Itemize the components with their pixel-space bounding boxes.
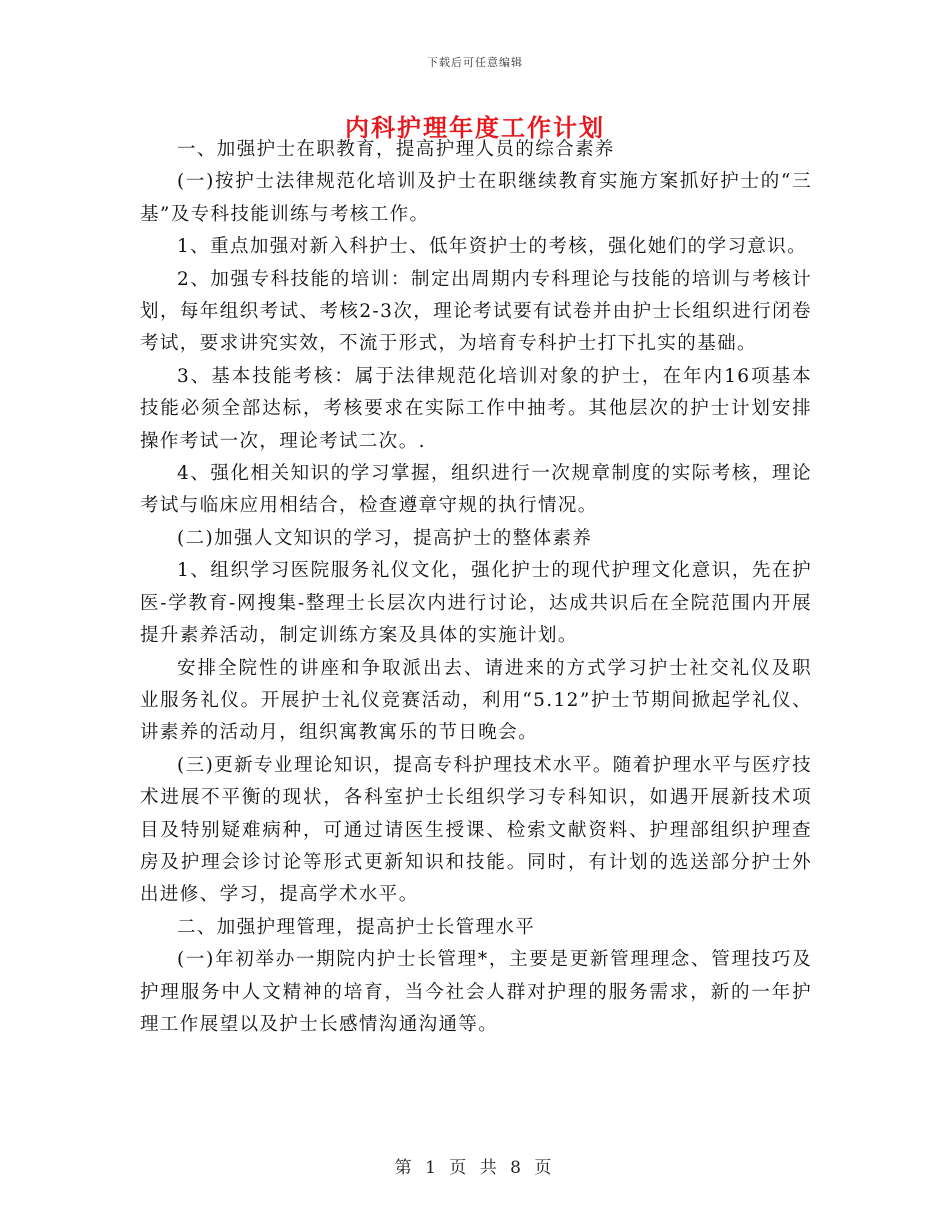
paragraph: (一)按护士法律规范化培训及护士在职继续教育实施方案抓好护士的“三基”及专科技能训练与考核工作。 — [140, 171, 812, 225]
paragraph: 安排全院性的讲座和争取派出去、请进来的方式学习护士社交礼仪及职业服务礼仪。开展护士礼仪竞赛活动，利用“5.12”护士节期间掀起学礼仪、讲素养的活动月，组织寓教寓乐的节日晚会。 — [140, 657, 812, 744]
paragraph: 4、强化相关知识的学习掌握，组织进行一次规章制度的实际考核，理论考试与临床应用相结合，检查遵章守规的执行情况。 — [140, 463, 812, 517]
section-heading: 一、加强护士在职教育，提高护理人员的综合素养 — [177, 139, 615, 160]
paragraph: (一)年初举办一期院内护士长管理*，主要是更新管理理念、管理技巧及护理服务中人文精神的培育，当今社会人群对护理的服务需求，新的一年护理工作展望以及护士长感情沟通沟通等。 — [140, 949, 812, 1035]
section-heading: 二、加强护理管理，提高护士长管理水平 — [177, 916, 536, 938]
document-body — [140, 134, 812, 1041]
paragraph: (三)更新专业理论知识，提高专科护理技术水平。随着护理水平与医疗技术进展不平衡的现状，各科室护士长组织学习专科知识，如遇开展新技术项目及特别疑难病种，可通过请医生授课、检索文献资料、护理部组织护理查房及护理会诊讨论等形式更新知识和技能。同时，有计划的选送部分护士外出进修、学习，提高学术水平。 — [140, 754, 812, 906]
page-number: 第 1 页 共 8 页 — [394, 1158, 556, 1178]
paragraph: 2、加强专科技能的培训：制定出周期内专科理论与技能的培训与考核计划，每年组织考试、考核2-3次，理论考试要有试卷并由护士长组织进行闭卷考试，要求讲究实效，不流于形式，为培育专科护士打下扎实的基础。 — [140, 268, 812, 355]
paragraph: 3、基本技能考核：属于法律规范化培训对象的护士，在年内16项基本技能必须全部达标，考核要求在实际工作中抽考。其他层次的护士计划安排操作考试一次，理论考试二次。. — [140, 365, 812, 452]
page-header-note: 下载后可任意编辑 — [427, 56, 523, 69]
paragraph: 1、组织学习医院服务礼仪文化，强化护士的现代护理文化意识，先在护医-学教育-网搜集-整理士长层次内进行讨论，达成共识后在全院范围内开展提升素养活动，制定训练方案及具体的实施计划。 — [140, 560, 812, 647]
subsection-heading: (二)加强人文知识的学习，提高护士的整体素养 — [177, 527, 593, 549]
paragraph: 1、重点加强对新入科护士、低年资护士的考核，强化她们的学习意识。 — [177, 236, 808, 258]
document-title: 内科护理年度工作计划 — [345, 113, 605, 142]
